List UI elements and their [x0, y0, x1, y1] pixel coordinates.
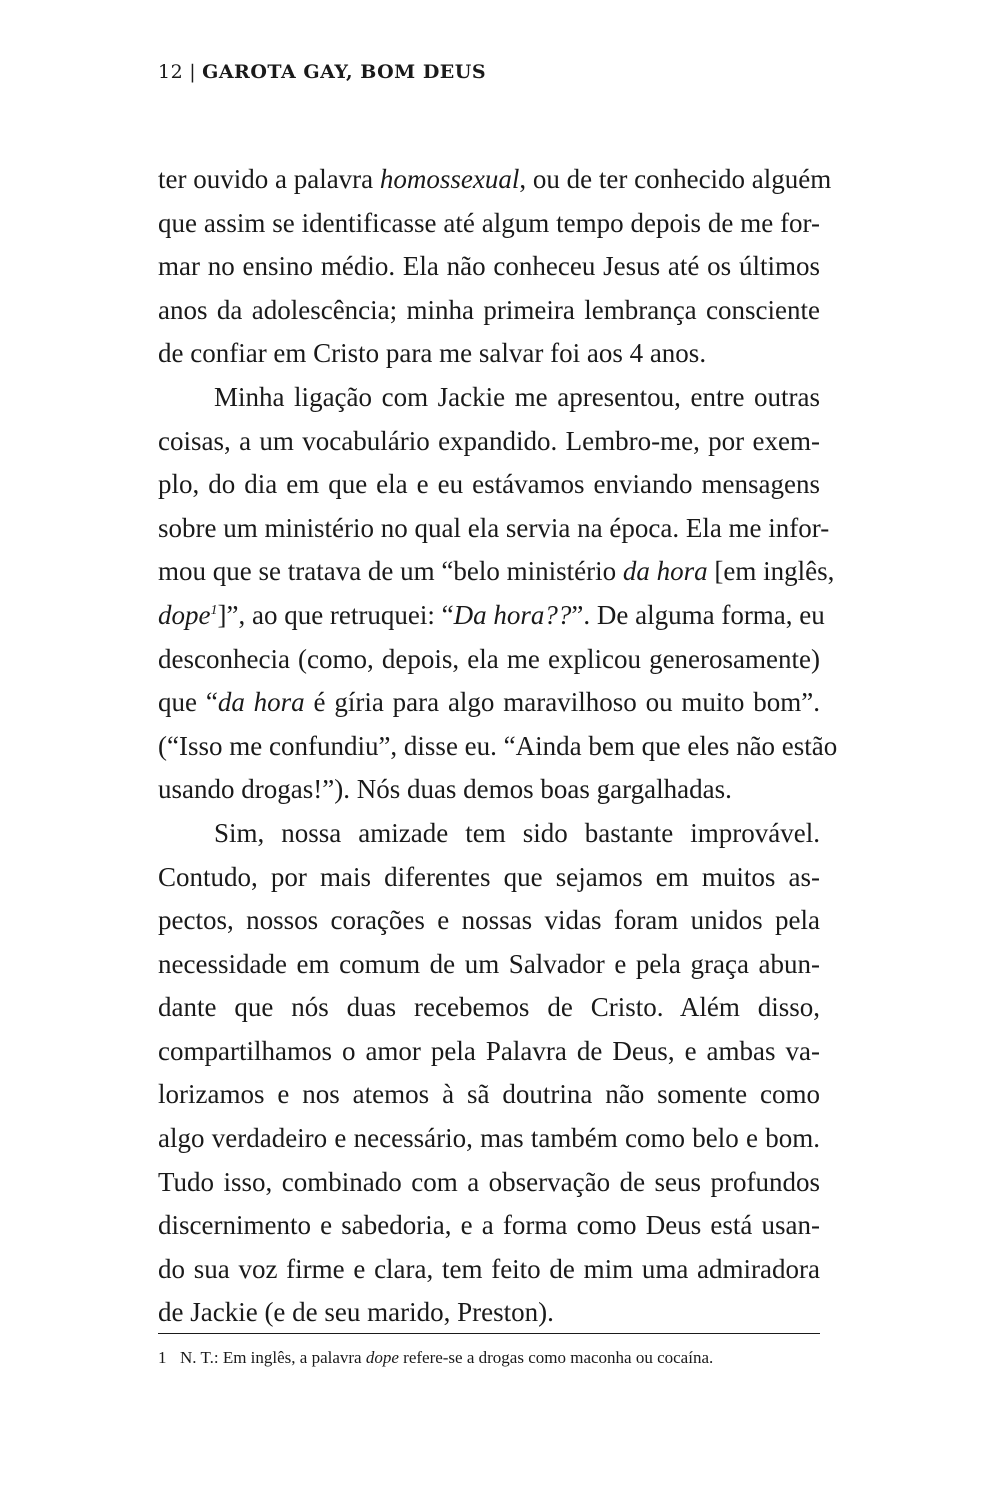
footnote-marker: 1	[210, 602, 218, 618]
header-separator: |	[189, 61, 197, 83]
footnote-italic-term: dope	[365, 1348, 399, 1367]
text-line: que assim se identificasse até algum tempo depois de me for-	[158, 207, 820, 238]
footnote-text: N. T.: Em inglês, a palavra	[180, 1348, 366, 1367]
text-line: Sim, nossa amizade tem sido bastante improvável.	[214, 817, 820, 848]
text-line: lorizamos e nos atemos à sã doutrina não somente como	[158, 1079, 820, 1110]
text-line: mar no ensino médio. Ela não conheceu Jesus até os últimos	[158, 251, 820, 282]
body-text	[158, 158, 838, 1335]
footnote-text-end: refere-se a drogas como maconha ou cocaína.	[398, 1348, 714, 1367]
text-line: sobre um ministério no qual ela servia na época. Ela me infor-	[158, 512, 830, 543]
text-line: que “da hora é gíria para algo maravilhoso ou muito bom”.	[158, 687, 821, 718]
text-line: compartilhamos o amor pela Palavra de Deus, e ambas va-	[158, 1035, 820, 1066]
text-line: Minha ligação com Jackie me apresentou, entre outras	[214, 381, 820, 412]
text-line: Contudo, por mais diferentes que sejamos em muitos as-	[158, 861, 820, 892]
text-line: mou que se tratava de um “belo ministério da hora [em inglês,	[158, 556, 835, 587]
text-line: anos da adolescência; minha primeira lembrança consciente	[158, 294, 820, 325]
text-line: do sua voz firme e clara, tem feito de mim uma admiradora	[158, 1253, 820, 1284]
text-line: discernimento e sabedoria, e a forma como Deus está usan-	[158, 1210, 820, 1241]
footnote	[158, 1348, 713, 1368]
text-line: de Jackie (e de seu marido, Preston).	[158, 1297, 554, 1328]
text-line: dope$^1$]”, ao que retruquei: “Da hora??”. De alguma forma, eu	[158, 599, 825, 630]
text-line: plo, do dia em que ela e eu estávamos enviando mensagens	[158, 469, 820, 500]
text-line: algo verdadeiro e necessário, mas também como belo e bom.	[158, 1123, 820, 1154]
text-line: Tudo isso, combinado com a observação de seus profundos	[158, 1166, 820, 1197]
text-line: necessidade em comum de um Salvador e pela graça abun-	[158, 948, 820, 979]
text-line: desconhecia (como, depois, ela me explicou generosamente)	[158, 643, 820, 674]
text-line: (“Isso me confundiu”, disse eu. “Ainda bem que eles não estão	[158, 730, 838, 761]
text-line: usando drogas!”). Nós duas demos boas gargalhadas.	[158, 774, 732, 805]
book-title: GAROTA GAY, BOM DEUS	[202, 61, 487, 83]
text-line: coisas, a um vocabulário expandido. Lembro-me, por exem-	[158, 425, 820, 456]
text-line: de confiar em Cristo para me salvar foi aos 4 anos.	[158, 338, 707, 369]
footnote-divider	[158, 1333, 820, 1334]
page-number: 12	[158, 61, 184, 83]
running-header	[158, 61, 486, 83]
text-line: ter ouvido a palavra homossexual, ou de ter conhecido alguém	[158, 164, 832, 194]
book-page	[158, 0, 838, 1497]
text-line: pectos, nossos corações e nossas vidas foram unidos pela	[158, 905, 820, 936]
text-line: dante que nós duas recebemos de Cristo. Além disso,	[158, 992, 820, 1023]
footnote-number: 1	[158, 1348, 167, 1367]
